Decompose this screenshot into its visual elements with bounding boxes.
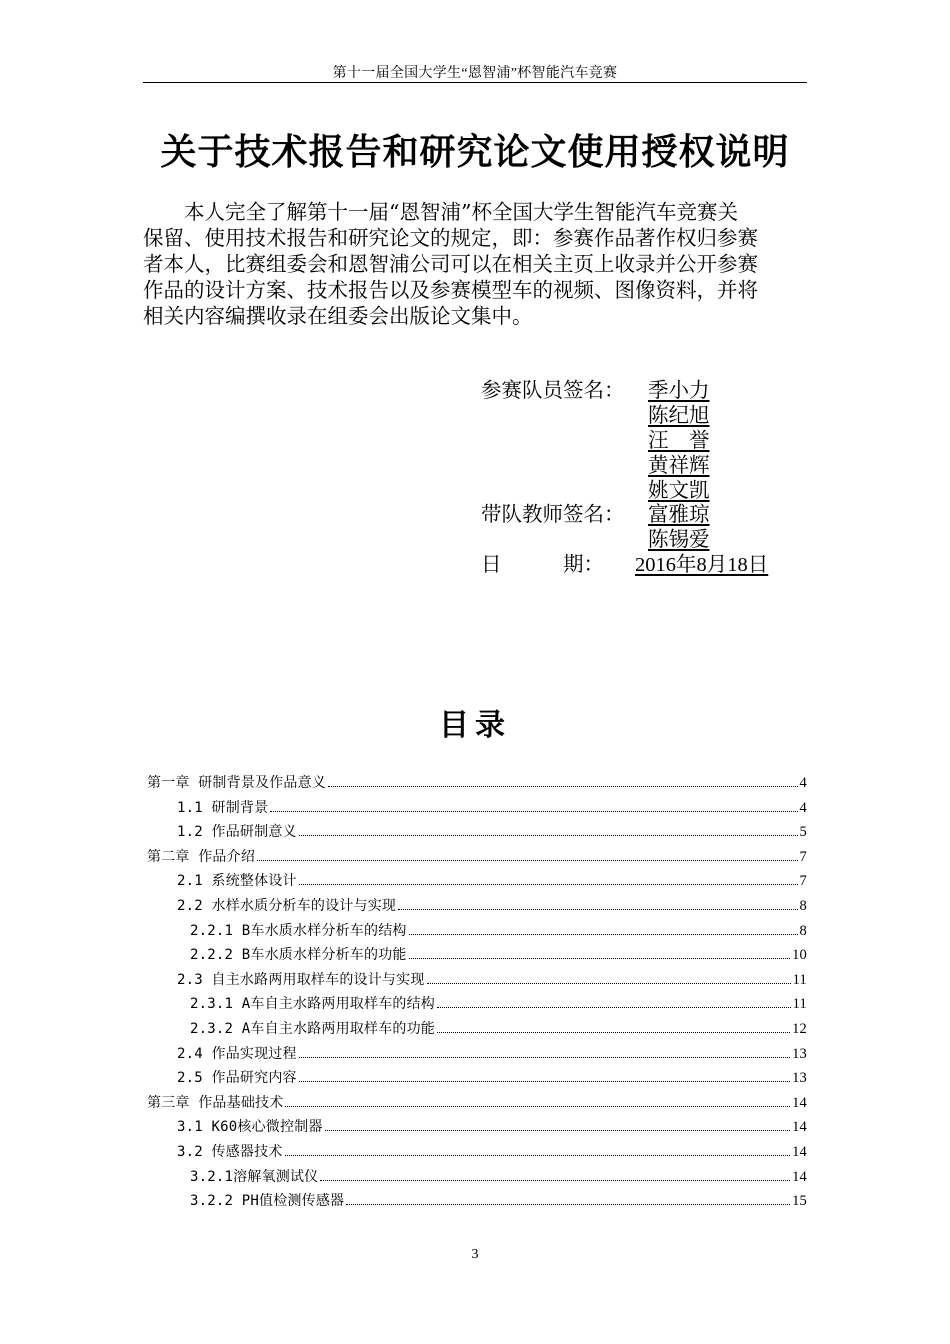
toc-entry-page: 13 [792,1070,807,1087]
toc-entry-title: 2.1 系统整体设计 [177,873,297,890]
toc-dot-leader [285,1154,791,1156]
toc-entry[interactable] [147,1043,807,1068]
page-number: 3 [471,1247,479,1262]
toc-entry-page: 14 [792,1168,807,1185]
toc-entry[interactable] [147,1116,807,1141]
toc-entry-page: 4 [799,775,807,791]
date-value: 2016年8月18日 [635,554,769,576]
toc-entry-page: 10 [792,947,807,964]
paragraph-line: 作品的设计方案、技术报告以及参赛模型车的视频、图像资料，并将 [143,278,758,302]
toc-entry[interactable] [147,1141,807,1166]
toc-entry-page: 4 [799,799,807,816]
toc-entry[interactable] [147,846,807,871]
toc-entry-page: 14 [792,1119,807,1136]
teacher-signature: 富雅琼 [648,502,710,526]
toc-entry[interactable] [147,797,807,822]
toc-dot-leader [299,834,798,836]
toc-entry-title: 3.2.1溶解氧测试仪 [190,1168,319,1185]
toc-entry[interactable] [147,870,807,895]
date-label: 日 期： [481,552,604,576]
toc-entry-page: 11 [792,996,807,1013]
toc-entry-title: 1.2 作品研制意义 [177,824,297,841]
toc-entry[interactable] [147,969,807,994]
toc-entry-title: 3.1 K60核心微控制器 [177,1119,323,1136]
page-header: 第十一届全国大学生“恩智浦”杯智能汽车竞赛 [332,66,618,81]
toc-entry-title: 第三章 作品基础技术 [147,1094,284,1111]
toc-entry[interactable] [147,1018,807,1043]
toc-dot-leader [328,785,798,787]
toc-entry-title: 2.2.2 B车水质水样分析车的功能 [190,947,407,964]
toc-entry-title: 第二章 作品介绍 [147,848,256,865]
document-title: 关于技术报告和研究论文使用授权说明 [160,132,790,173]
toc-entry[interactable] [147,1092,807,1117]
toc-dot-leader [270,810,797,812]
toc-entry-page: 8 [799,922,807,939]
toc-entry[interactable] [147,772,807,797]
toc-entry-title: 2.2 水样水质分析车的设计与实现 [177,897,397,914]
toc-dot-leader [299,1056,790,1058]
team-member-signature: 汪 誉 [648,428,710,452]
toc-entry-title: 3.2.2 PH值检测传感器 [190,1193,345,1210]
toc-entry-page: 14 [792,1143,807,1160]
toc-entry-page: 12 [792,1020,807,1037]
toc-entry[interactable] [147,895,807,920]
header-rule [143,82,807,83]
toc-dot-leader [409,933,798,935]
toc-entry[interactable] [147,1067,807,1092]
toc-dot-leader [346,1203,790,1205]
toc-entry-title: 1.1 研制背景 [177,799,269,816]
team-member-signature: 陈纪旭 [648,403,710,427]
toc-dot-leader [409,957,790,959]
toc-entry[interactable] [147,1190,807,1215]
toc-dot-leader [325,1129,790,1131]
toc-entry[interactable] [147,944,807,969]
paragraph-line: 相关内容编撰收录在组委会出版论文集中。 [143,304,533,328]
toc-entry-page: 7 [799,873,807,890]
team-member-signature: 姚文凯 [648,478,710,502]
teacher-signature-label: 带队教师签名： [481,502,625,526]
toc-dot-leader [437,1006,791,1008]
paragraph-line: 保留、使用技术报告和研究论文的规定，即：参赛作品著作权归参赛 [143,226,758,250]
toc-entry-page: 15 [792,1193,807,1210]
toc-entry-page: 14 [792,1094,807,1111]
toc-dot-leader [299,1080,790,1082]
toc-dot-leader [437,1031,790,1033]
toc-entry-title: 2.3.2 A车自主水路两用取样车的功能 [190,1020,436,1037]
toc-entry-page: 13 [792,1045,807,1062]
paragraph-line: 者本人，比赛组委会和恩智浦公司可以在相关主页上收录并公开参赛 [143,252,758,276]
toc-entry-title: 2.2.1 B车水质水样分析车的结构 [190,922,407,939]
toc-entry-page: 5 [799,824,807,841]
toc-entry-title: 2.3 自主水路两用取样车的设计与实现 [177,971,425,988]
toc-dot-leader [299,883,798,885]
toc-entry-title: 3.2 传感器技术 [177,1143,283,1160]
toc-entry-title: 2.5 作品研究内容 [177,1070,297,1087]
toc-dot-leader [398,908,797,910]
toc-entry-title: 2.4 作品实现过程 [177,1045,297,1062]
toc-dot-leader [285,1105,790,1107]
team-member-signature: 黄祥辉 [648,453,710,477]
toc-entry-page: 8 [799,897,807,914]
authorization-paragraph [143,199,807,329]
toc-dot-leader [320,1179,790,1181]
toc-title: 目录 [439,708,511,743]
toc-dot-leader [257,859,798,861]
toc-entry[interactable] [147,1166,807,1191]
toc-entry-title: 第一章 研制背景及作品意义 [147,775,327,791]
team-member-signature: 季小力 [648,378,710,402]
toc-entry[interactable] [147,821,807,846]
toc-entry[interactable] [147,993,807,1018]
toc-entry[interactable] [147,920,807,945]
teacher-signature: 陈锡爱 [648,527,710,551]
team-signature-label: 参赛队员签名： [481,378,625,402]
toc-dot-leader [427,982,791,984]
toc-entry-page: 11 [792,971,807,988]
table-of-contents [147,772,807,1215]
toc-entry-page: 7 [799,848,807,865]
paragraph-line: 本人完全了解第十一届“恩智浦”杯全国大学生智能汽车竞赛关 [184,200,738,224]
toc-entry-title: 2.3.1 A车自主水路两用取样车的结构 [190,996,436,1013]
